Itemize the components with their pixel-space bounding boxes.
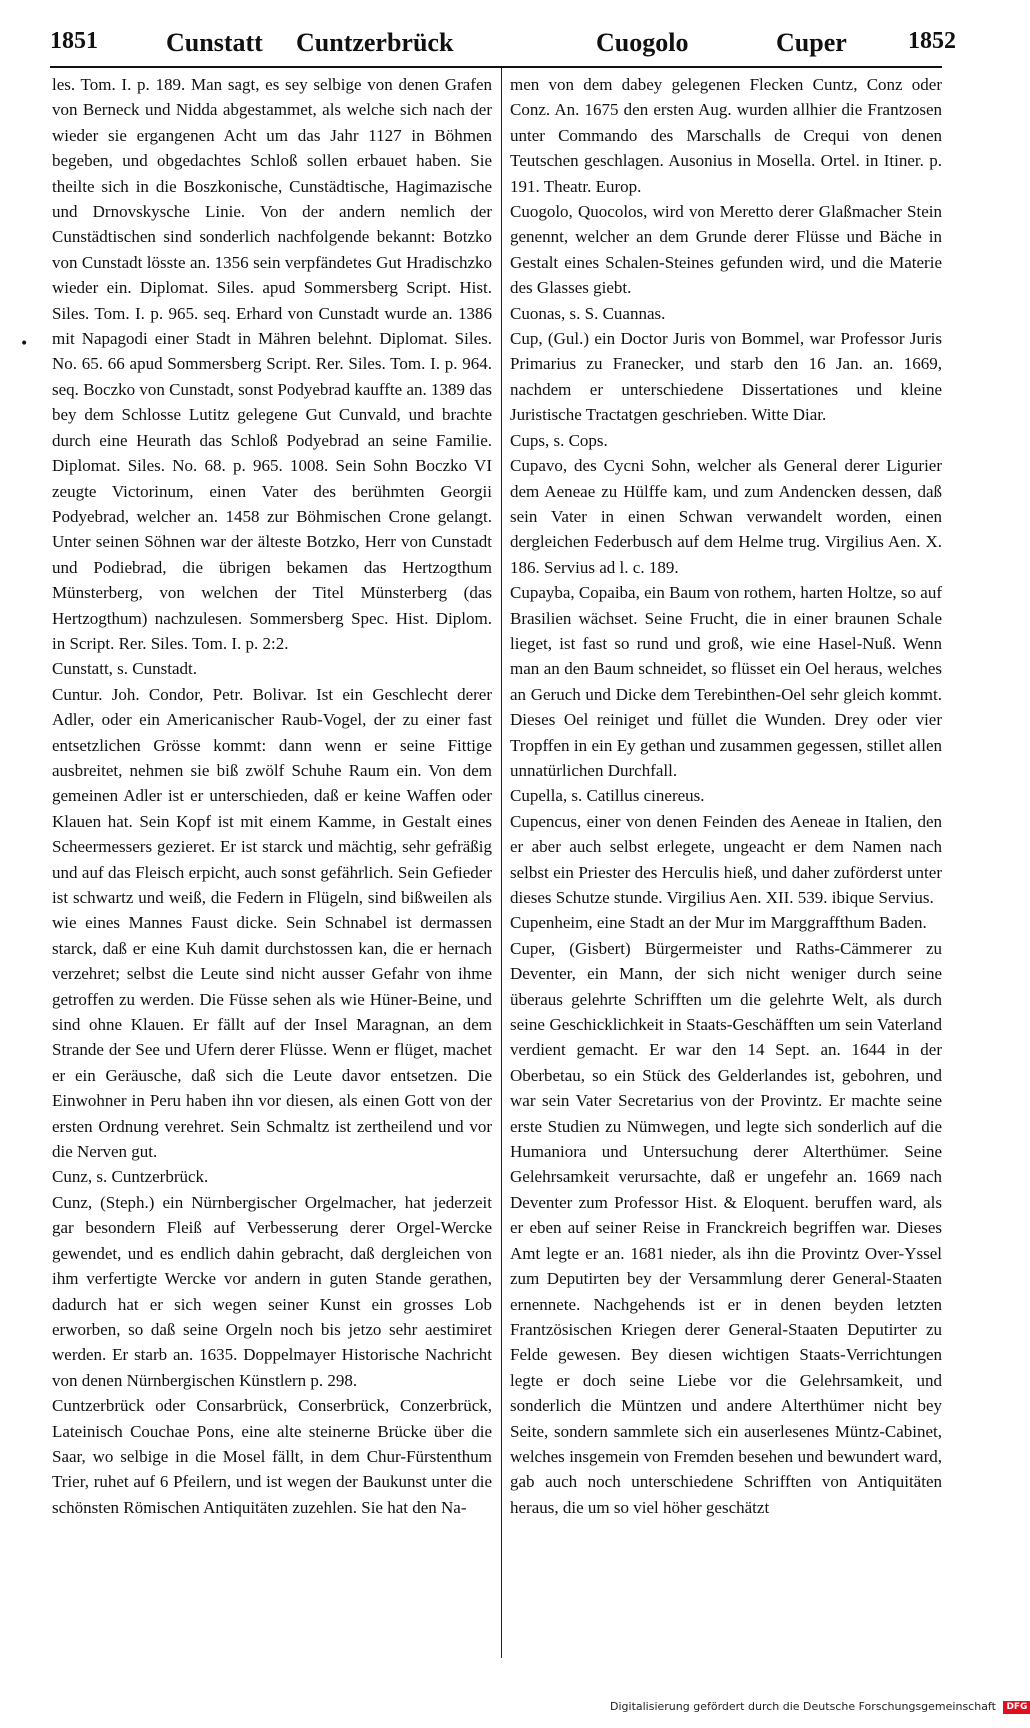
paragraph: Cupencus, einer von denen Feinden des Aeneae in Italien, den er aber auch selbst erlegete, ungeacht er dem Namen nach selbst ein Priester des Herculis hieß, und daher zuförderst unter dieses Schutze stunde. Virgilius Aen. XII. 539. ibique Servius. — [510, 811, 942, 907]
header-keyword-4: Cuper — [776, 28, 847, 57]
page-header — [48, 18, 956, 60]
margin-mark: • — [20, 336, 29, 352]
paragraph: men von dem dabey gelegenen Flecken Cuntz, Conz oder Conz. An. 1675 den ersten Aug. wurden allhier die Frantzosen unter Commando des Marschalls de Crequi von denen Teutschen geschlagen. Ausonius in Mosella. Ortel. in Itiner. p. 191. Theatr. Europ. — [510, 75, 942, 196]
paragraph: Cupella, s. Catillus cinereus. — [510, 786, 705, 806]
paragraph: Cupavo, des Cycni Sohn, welcher als General derer Ligurier dem Aeneae zu Hülffe kam, und zum Andencken dessen, daß sein Vater in einen Schwan verwandelt worden, einen dergleichen Federbusch auf dem Helme trug. Virgilius Aen. X. 186. Servius ad l. c. 189. — [510, 456, 942, 577]
header-rule — [50, 66, 942, 68]
page-number-left: 1851 — [50, 28, 98, 54]
paragraph: Cunstatt, s. Cunstadt. — [52, 659, 197, 679]
paragraph: Cuper, (Gisbert) Bürgermeister und Raths-Cämmerer zu Deventer, ein Mann, der sich nicht weniger durch seine überaus gelehrte Schrifften um die gelehrte Welt, als durch seine Geschicklichkeit in Staats-Geschäfften um sein Vaterland verdient gemacht. Er war den 14 Sept. an. 1644 in der Oberbetau, so ein Stück des Gelderlandes ist, gebohren, und war sein Vater Secretarius von der Provintz. Er machte seine erste Studien zu Nümwegen, und legte sich sonderlich auf die Humaniora und Untersuchung derer Alterthümer. Seine Gelehrsamkeit verursachte, daß er ungefehr an. 1669 nach Deventer zum Professor Hist. & Eloquent. beruffen ward, als er eben auf seiner Reise in Franckreich begriffen war. Dieses Amt legte er an. 1681 nieder, als ihn die Provintz Over-Yssel zum Deputirten bey der Versammlung derer General-Staaten ernennete. Nachgehends ist er in denen beyden letzten Frantzösischen Kriegen derer General-Staaten Deputirter zu Felde gewesen. Bey diesen wichtigen Staats-Verrichtungen legte er doch seine Liebe vor die Gelehrsamkeit, und sonderlich die Müntzen und andere Alterthümer nicht bey Seite, sondern sammlete sich ein auserlesenes Müntz-Cabinet, welches insgemein von Fremden besehen und bewundert ward, gab auch noch unterschiedene Schrifften von Antiquitäten heraus, die um so viel höher geschätzt — [510, 938, 942, 1517]
paragraph: Cuntzerbrück oder Consarbrück, Conserbrück, Conzerbrück, Lateinisch Couchae Pons, eine alte steinerne Brücke über die Saar, wo selbige in die Mosel fällt, in dem Chur-Fürstenthum Trier, ruhet auf 6 Pfeilern, und ist wegen der Baukunst unter die schönsten Römischen Antiquitäten zuzehlen. Sie hat den Na- — [52, 1396, 492, 1517]
right-column — [510, 72, 942, 1664]
dfg-logo: DFG — [1003, 1701, 1030, 1714]
header-keyword-1: Cunstatt — [166, 28, 263, 57]
paragraph: Cuogolo, Quocolos, wird von Meretto derer Glaßmacher Stein genennt, welcher an dem Grunde derer Flüsse und Bäche in Gestalt eines Schalen-Steines gefunden wird, und die Materie des Glasses giebt. — [510, 202, 942, 298]
paragraph: les. Tom. I. p. 189. Man sagt, es sey selbige von denen Grafen von Berneck und Nidda abgestammet, als welche sich nach der wieder sie ergangenen Acht um das Jahr 1127 in Böhmen begeben, und obgedachtes Schloß sollen erbauet haben. Sie theilte sich in die Boszkonische, Cunstädtische, Hagimazische und Drnovskysche Linie. Von der andern nemlich der Cunstädtischen sind sonderlich nachfolgende bekannt: Botzko von Cunstadt lösste an. 1356 sein verpfändetes Gut Hradischzko wieder ein. Diplomat. Siles. apud Sommersberg Script. Hist. Siles. Tom. I. p. 965. seq. Erhard von Cunstadt wurde an. 1386 mit Napagodi einer Stadt in Mähren belehnt. Diplomat. Siles. No. 65. 66 apud Sommersberg Script. Rer. Siles. Tom. I. p. 964. seq. Boczko von Cunstadt, sonst Podyebrad kauffte an. 1389 das bey dem Schlosse Lutitz gelegene Gut Cunvald, und brachte durch eine Heurath das Schloß Podyebrad an seine Familie. Diplomat. Siles. No. 68. p. 965. 1008. Sein Sohn Boczko VI zeugte Victorinum, einen Vater des berühmten Georgii Podyebrad, welcher an. 1458 zur Böhmischen Crone gelangt. Unter seinen Söhnen war der älteste Botzko, Herr von Cunstadt und Podiebrad, die übrigen bekamen das Hertzogthum Münsterberg, von welchen der Titel Münsterberg (das Hertzogthum) nachzulesen. Sommersberg Spec. Hist. Diplom. in Script. Rer. Siles. Tom. I. p. 2:2. — [52, 75, 492, 653]
paragraph: Cuonas, s. S. Cuannas. — [510, 303, 666, 323]
header-keyword-3: Cuogolo — [596, 28, 689, 57]
footer-text: Digitalisierung gefördert durch die Deutsche Forschungsgemeinschaft — [610, 1700, 996, 1713]
paragraph: Cups, s. Cops. — [510, 430, 608, 450]
paragraph: Cupayba, Copaiba, ein Baum von rothem, harten Holtze, so auf Brasilien wächset. Seine Frucht, die in einer braunen Schale lieget, ist fast so rund und groß, wie eine Hasel-Nuß. Wenn man an den Baum schneidet, so flüsset ein Oel heraus, welches an Geruch und Dicke dem Terebinthen-Oel sehr gleich kommt. Dieses Oel reiniget und füllet die Wunden. Drey oder vier Tropffen in ein Ey gethan und zusammen gegessen, stillet allen unnatürlichen Durchfall. — [510, 583, 942, 780]
digitization-footer — [610, 1700, 1028, 1720]
header-keyword-2: Cuntzerbrück — [296, 28, 454, 57]
left-column — [52, 72, 492, 1664]
paragraph: Cupenheim, eine Stadt an der Mur im Marggraffthum Baden. — [510, 913, 927, 933]
paragraph: Cup, (Gul.) ein Doctor Juris von Bommel, war Professor Juris Primarius zu Franecker, und starb den 16 Jan. an. 1669, nachdem er unterschiedene Dissertationes und kleine Juristische Tractatgen geschrieben. Witte Diar. — [510, 329, 942, 425]
page-number-right: 1852 — [908, 28, 956, 54]
paragraph: Cunz, (Steph.) ein Nürnbergischer Orgelmacher, hat jederzeit gar besondern Fleiß auf Verbesserung derer Orgel-Wercke gewendet, und es endlich dahin gebracht, daß dergleichen von ihm verfertigte Wercke vor andern in guten Stande gerathen, dadurch hat er sich wegen seiner Kunst ein grosses Lob erworben, so daß seine Orgeln noch bis jetzo sehr aestimiret werden. Er starb an. 1635. Doppelmayer Historische Nachricht von denen Nürnbergischen Künstlern p. 298. — [52, 1192, 492, 1390]
column-divider — [501, 68, 502, 1658]
paragraph: Cunz, s. Cuntzerbrück. — [52, 1167, 209, 1187]
paragraph: Cuntur. Joh. Condor, Petr. Bolivar. Ist ein Geschlecht derer Adler, oder ein Americanischer Raub-Vogel, der zu einer fast entsetzlichen Grösse kommt: dann wenn er seine Fittige ausbreitet, nehmen sie biß zwölf Schuhe Raum ein. Von dem gemeinen Adler ist er unterschieden, daß er keine Waffen oder Klauen hat. Sein Kopf ist mit einem Kamme, in Gestalt eines Scheermessers gezieret. Er ist starck und mächtig, sehr gefräßig und auf das Fleisch erpicht, auch sonst gefährlich. Sein Gefieder ist schwartz und weiß, die Federn in Flügeln, sind bißweilen als wie eines Mannes Faust dicke. Sein Schnabel ist dermassen starck, daß er eine Kuh damit durchstossen kan, die er hernach verzehret; selbst die Leute sind nicht ausser Gefahr von ihme getroffen zu werden. Die Füsse sehen als wie Hüner-Beine, und sind ohne Klauen. Er fällt auf der Insel Maragnan, an dem Strande der See und Ufern derer Flüsse. Wenn er flüget, machet er ein Geräusche, daß sich die Leute davor entsetzen. Die Einwohner in Peru haben ihn vor diesen, als einen Gott von der ersten Ordnung verehret. Sein Schmaltz ist zertheilend und vor die Nerven gut. — [52, 684, 492, 1162]
